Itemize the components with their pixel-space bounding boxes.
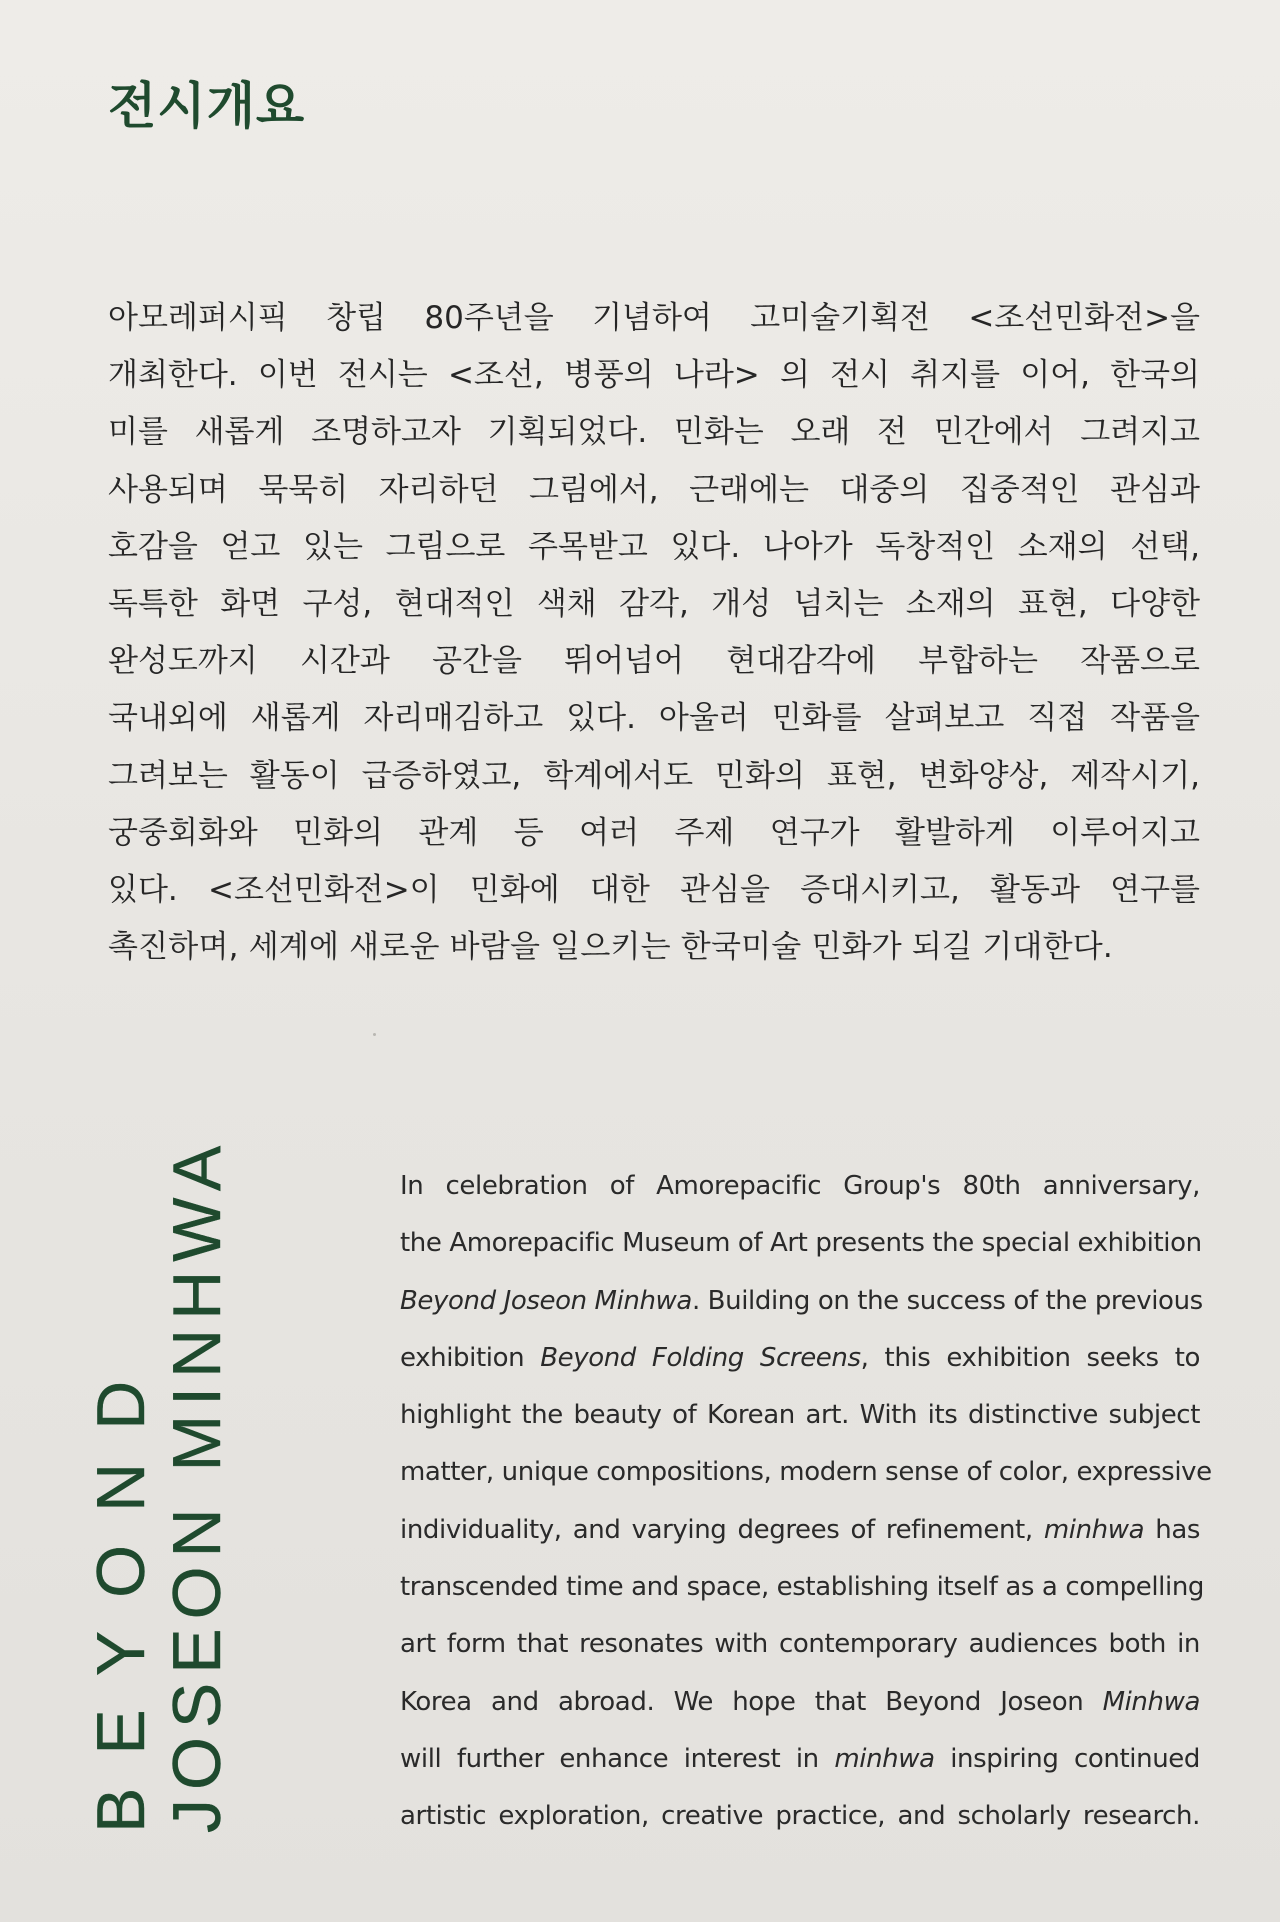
korean-text-line: 아모레퍼시픽 창립 80주년을 기념하여 고미술기획전 <조선민화전>을: [108, 300, 1200, 336]
korean-text-line: 완성도까지 시간과 공간을 뛰어넘어 현대감각에 부합하는 작품으로: [108, 643, 1200, 680]
english-text: inspiring continued: [934, 1743, 1200, 1774]
english-text-line: [400, 1674, 1200, 1731]
english-text-line: [400, 1502, 1200, 1559]
english-text: highlight the beauty of Korean art. With its distinctive subject: [400, 1400, 1200, 1431]
english-description: [400, 1158, 1212, 1846]
vertical-title-joseon-minhwa: JOSEON MINHWA: [159, 1136, 235, 1833]
english-text: exhibition: [400, 1342, 541, 1373]
english-text: In celebration of Amorepacific Group's 80th anniversary,: [400, 1171, 1200, 1201]
exhibition-overview-heading: 전시개요: [108, 77, 306, 135]
korean-text-line: 미를 새롭게 조명하고자 기획되었다. 민화는 오래 전 민간에서 그려지고: [108, 414, 1200, 451]
english-text-line: [400, 1788, 1200, 1845]
english-text: has: [1144, 1514, 1200, 1545]
korean-text-line: 국내외에 새롭게 자리매김하고 있다. 아울러 민화를 살펴보고 직접 작품을: [108, 700, 1200, 737]
korean-description: [108, 290, 1200, 976]
vertical-exhibition-title: [82, 1136, 242, 1848]
korean-text-line: 있다. <조선민화전>이 민화에 대한 관심을 증대시키고, 활동과 연구를: [108, 871, 1200, 908]
english-text-line: [400, 1158, 1200, 1215]
english-text-line: [400, 1215, 1200, 1272]
english-italic-text: Minhwa: [1102, 1686, 1200, 1717]
english-text: will further enhance interest in: [400, 1743, 835, 1774]
english-text: . Building on the success of the previous: [691, 1285, 1203, 1316]
english-text-line: [400, 1387, 1200, 1444]
korean-text-line: 호감을 얻고 있는 그림으로 주목받고 있다. 나아가 독창적인 소재의 선택,: [108, 528, 1200, 565]
english-text-line: [400, 1616, 1200, 1673]
english-italic-text: Beyond Folding Screens: [540, 1342, 861, 1373]
english-text-line: [400, 1444, 1212, 1501]
english-italic-text: minhwa: [1043, 1514, 1145, 1545]
korean-text-line: 촉진하며, 세계에 새로운 바람을 일으키는 한국미술 민화가 되길 기대한다.: [108, 929, 1113, 966]
korean-text-line: 개최한다. 이번 전시는 <조선, 병풍의 나라> 의 전시 취지를 이어, 한국의: [108, 357, 1200, 394]
english-text: , this exhibition seeks to: [860, 1342, 1201, 1373]
english-text: individuality, and varying degrees of refinement,: [400, 1514, 1044, 1545]
korean-text-line: 독특한 화면 구성, 현대적인 색채 감각, 개성 넘치는 소재의 표현, 다양한: [108, 585, 1200, 622]
english-text-line: [400, 1559, 1205, 1616]
korean-text-line: 사용되며 묵묵히 자리하던 그림에서, 근래에는 대중의 집중적인 관심과: [108, 471, 1200, 508]
vertical-title-beyond: BEYOND: [83, 1347, 159, 1833]
english-text: matter, unique compositions, modern sense of color, expressive: [400, 1457, 1212, 1488]
english-text: the Amorepacific Museum of Art presents the special exhibition: [400, 1228, 1202, 1259]
english-text-line: [400, 1731, 1200, 1788]
english-text: artistic exploration, creative practice, and scholarly research.: [400, 1801, 1200, 1832]
korean-text-line: 그려보는 활동이 급증하였고, 학계에서도 민화의 표현, 변화양상, 제작시기,: [108, 757, 1200, 794]
english-text-line: [400, 1273, 1203, 1330]
wall-speck: [373, 1033, 376, 1036]
english-italic-text: Beyond Joseon Minhwa: [400, 1285, 692, 1316]
english-italic-text: minhwa: [834, 1743, 935, 1774]
english-text: art form that resonates with contemporary audiences both in: [400, 1629, 1200, 1660]
english-text: Korea and abroad. We hope that Beyond Joseon: [400, 1686, 1103, 1717]
english-text-line: [400, 1330, 1200, 1387]
korean-text-line: 궁중회화와 민화의 관계 등 여러 주제 연구가 활발하게 이루어지고: [108, 814, 1200, 851]
english-text: transcended time and space, establishing itself as a compelling: [400, 1572, 1205, 1603]
